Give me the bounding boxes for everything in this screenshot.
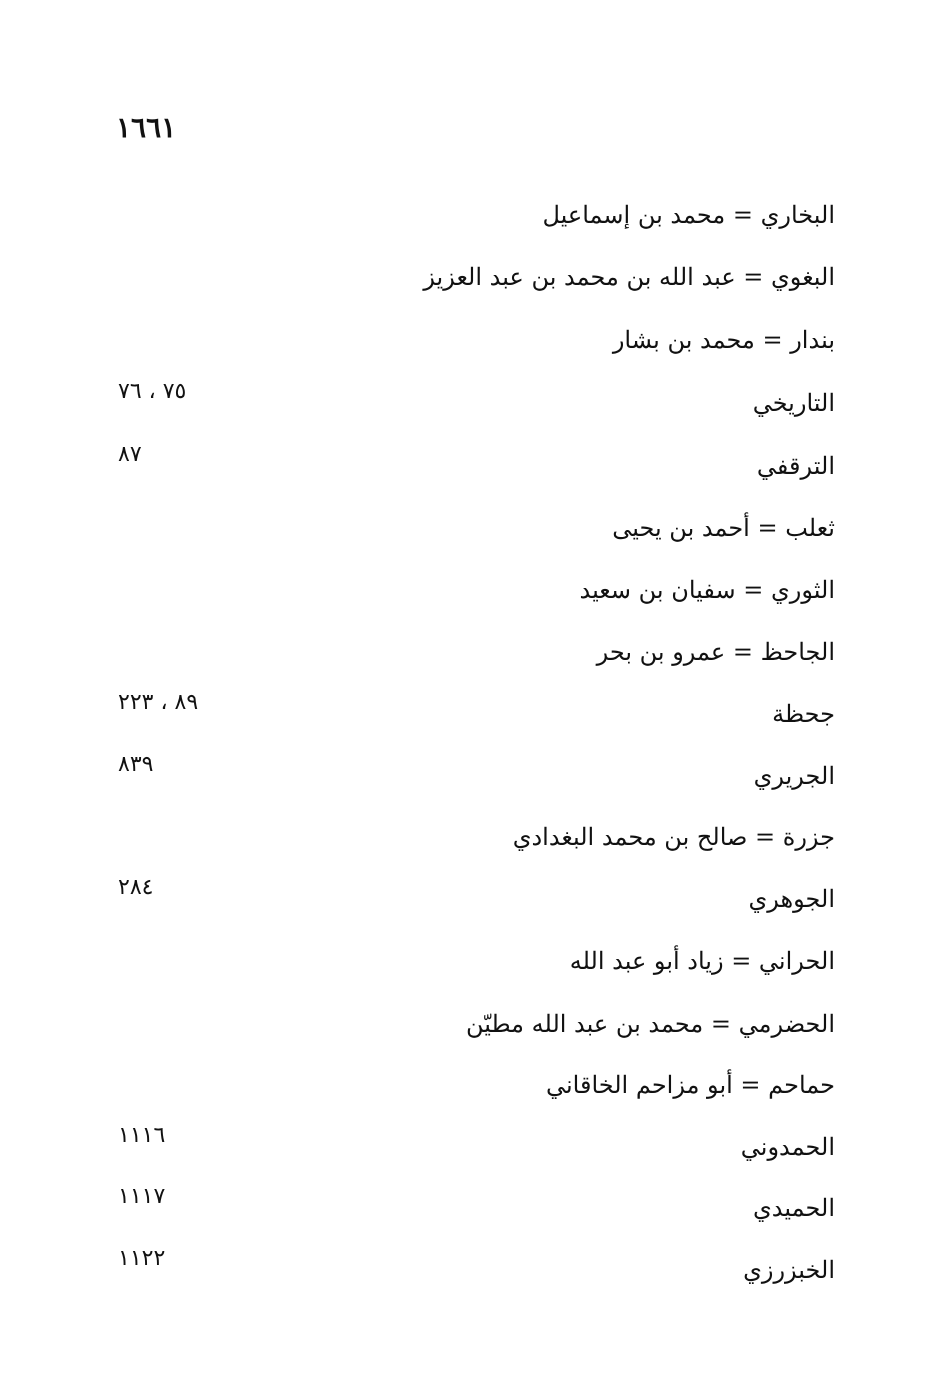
index-entry: [0, 690, 943, 745]
index-entry: [0, 820, 943, 868]
entry-name: الخبزرزي: [743, 1256, 835, 1284]
entry-name: جحظة: [772, 700, 835, 728]
entry-name: الجوهري: [748, 885, 835, 913]
entry-pages: ٧٥ ، ٧٦: [118, 379, 187, 404]
entry-name: الحمدوني: [740, 1133, 835, 1161]
entry-name: الحميدي: [753, 1194, 835, 1222]
index-entry: [0, 379, 943, 434]
entry-pages: ٢٨٤: [118, 875, 154, 900]
index-entry: [0, 260, 943, 308]
entry-name: الجريري: [753, 762, 835, 790]
entry-pages: ٨٧: [118, 442, 142, 467]
entry-pages: ٨٣٩: [118, 752, 154, 777]
entry-name: البخاري = محمد بن إسماعيل: [542, 201, 835, 229]
index-entry: [0, 1068, 943, 1116]
entry-name: الحراني = زياد أبو عبد الله: [569, 947, 835, 975]
index-entry: [0, 198, 943, 246]
entry-pages: ١١١٧: [118, 1184, 166, 1209]
entry-name: الجاحظ = عمرو بن بحر: [596, 638, 835, 666]
entry-name: البغوي = عبد الله بن محمد بن عبد العزيز: [423, 263, 835, 291]
entry-name: جزرة = صالح بن محمد البغدادي: [512, 823, 835, 851]
index-entry: [0, 1184, 943, 1239]
index-entry: [0, 442, 943, 497]
entry-name: التاريخي: [752, 389, 835, 417]
index-entry: [0, 944, 943, 992]
index-entry: [0, 511, 943, 559]
entry-pages: ٨٩ ، ٢٢٣: [118, 690, 199, 715]
entry-name: الحضرمي = محمد بن عبد الله مطيّن: [465, 1010, 835, 1038]
index-entry: [0, 1123, 943, 1178]
entry-name: بندار = محمد بن بشار: [612, 326, 835, 354]
entry-name: ثعلب = أحمد بن يحيى: [612, 514, 835, 542]
entry-name: الثوري = سفيان بن سعيد: [579, 576, 835, 604]
index-entry: [0, 875, 943, 930]
entry-name: حماحم = أبو مزاحم الخاقاني: [545, 1071, 835, 1099]
index-entry: [0, 323, 943, 371]
index-entry: [0, 1007, 943, 1055]
entry-name: الترقفي: [756, 452, 835, 480]
index-entry: [0, 573, 943, 621]
index-entry: [0, 1246, 943, 1301]
entry-pages: ١١٢٢: [118, 1246, 166, 1271]
page-number: ١٦٦١: [116, 111, 177, 144]
index-entry: [0, 752, 943, 807]
entry-pages: ١١١٦: [118, 1123, 166, 1148]
index-entry: [0, 635, 943, 683]
